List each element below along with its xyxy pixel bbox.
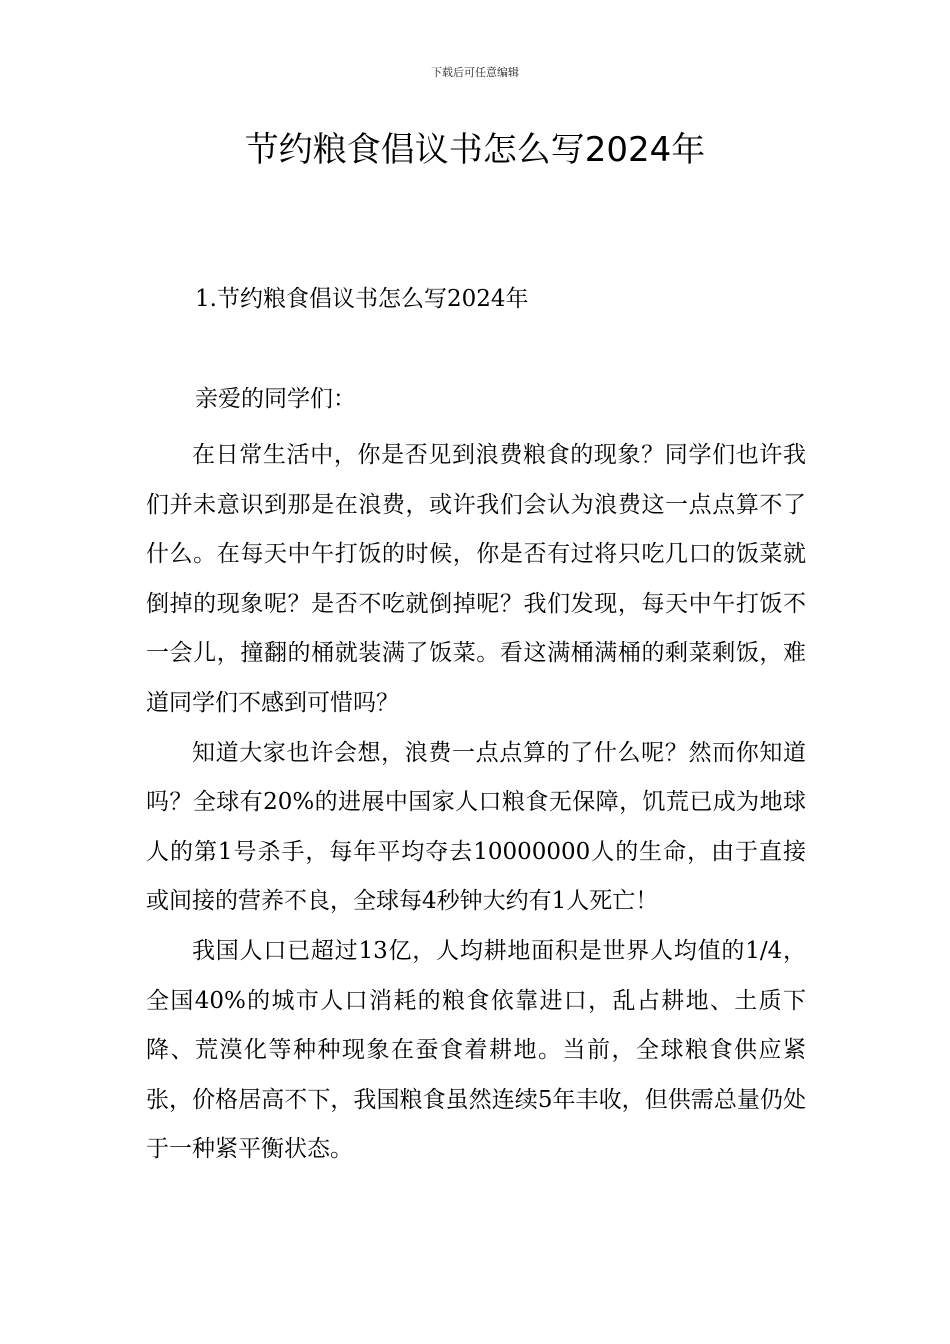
paragraph-global-hunger: 知道大家也许会想，浪费一点点算的了什么呢？然而你知道吗？全球有20%的进展中国家人口粮食无保障，饥荒已成为地球人的第1号杀手，每年平均夺去10000000人的生命，由于直接或间接的营养不良，全球每4秒钟大约有1人死亡！: [146, 739, 806, 915]
document-title: 节约粮食倡议书怎么写2024年: [244, 130, 706, 170]
paragraph-national-grain-situation: 我国人口已超过13亿，人均耕地面积是世界人均值的1/4，全国40%的城市人口消耗的粮食依靠进口，乱占耕地、土质下降、荒漠化等种种现象在蚕食着耕地。当前，全球粮食供应紧张，价格居高不下，我国粮食虽然连续5年丰收，但供需总量仍处于一种紧平衡状态。: [146, 937, 806, 1163]
salutation: 亲爱的同学们：: [195, 386, 356, 412]
body-text: [146, 431, 806, 1175]
section-heading: 1.节约粮食倡议书怎么写2024年: [195, 286, 529, 312]
page-header-note: 下载后可任意编辑: [431, 66, 519, 79]
paragraph-food-waste-observation: 在日常生活中，你是否见到浪费粮食的现象？同学们也许我们并未意识到那是在浪费，或许我们会认为浪费这一点点算不了什么。在每天中午打饭的时候，你是否有过将只吃几口的饭菜就倒掉的现象呢？是否不吃就倒掉呢？我们发现，每天中午打饭不一会儿，撞翻的桶就装满了饭菜。看这满桶满桶的剩菜剩饭，难道同学们不感到可惜吗？: [146, 442, 806, 716]
